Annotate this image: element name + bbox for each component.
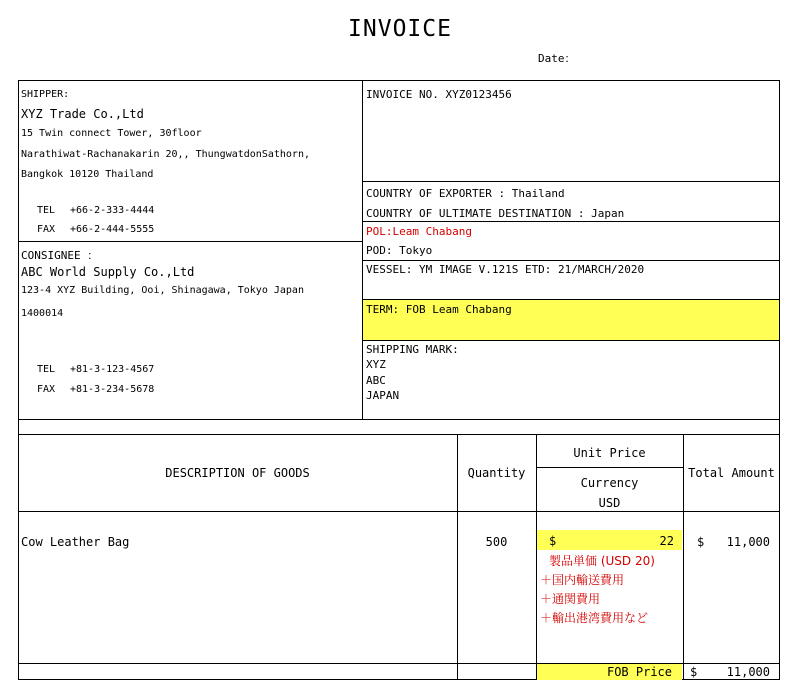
total-symbol: $	[697, 535, 705, 549]
header-quantity: Quantity	[467, 466, 526, 480]
shipper-address-1: 15 Twin connect Tower, 30floor	[21, 128, 202, 139]
term: TERM: FOB Leam Chabang	[366, 303, 512, 316]
shipping-mark-line: XYZ	[366, 358, 386, 371]
shipper-address-2: Narathiwat-Rachanakarin 20,, ThungwatdonSathorn,	[21, 149, 310, 160]
consignee-address-1: 123-4 XYZ Building, Ooi, Shinagawa, Tokyo Japan	[21, 285, 304, 296]
divider	[362, 181, 780, 182]
consignee-tel-label: TEL	[37, 364, 56, 375]
price-note: ＋輸出港湾費用など	[540, 611, 649, 625]
shipping-mark-heading: SHIPPING MARK:	[366, 343, 459, 356]
consignee-address-2: 1400014	[21, 308, 64, 319]
divider	[536, 467, 683, 468]
header-unit-price: Unit Price	[573, 446, 646, 460]
shipper-address-3: Bangkok 10120 Thailand	[21, 169, 154, 180]
divider	[362, 340, 780, 341]
shipper-heading: SHIPPER:	[21, 89, 70, 100]
unit-price-symbol: $	[549, 534, 557, 548]
shipping-mark-line: ABC	[366, 374, 386, 387]
divider	[18, 241, 362, 242]
divider	[536, 434, 537, 680]
divider	[18, 419, 780, 420]
header-currency: Currency	[580, 476, 639, 490]
header-currency-code: USD	[598, 496, 621, 510]
consignee-heading: CONSIGNEE ：	[21, 249, 99, 262]
country-of-destination: COUNTRY OF ULTIMATE DESTINATION : Japan	[366, 207, 625, 220]
header-description: DESCRIPTION OF GOODS	[165, 466, 310, 480]
item-quantity: 500	[485, 535, 508, 549]
consignee-tel: +81-3-123-4567	[70, 364, 155, 375]
divider	[362, 80, 363, 420]
consignee-name: ABC World Supply Co.,Ltd	[21, 265, 195, 279]
country-of-exporter: COUNTRY OF EXPORTER : Thailand	[366, 187, 565, 200]
unit-price-value: 22	[659, 534, 674, 548]
date-label: Date：	[538, 52, 576, 65]
port-of-discharge: POD: Tokyo	[366, 244, 433, 257]
shipper-tel: +66-2-333-4444	[70, 205, 155, 216]
shipper-fax: +66-2-444-5555	[70, 224, 155, 235]
port-of-loading: POL:Leam Chabang	[366, 225, 472, 238]
price-note: ＋国内輸送費用	[540, 573, 625, 587]
footer-total-symbol: $	[690, 665, 698, 679]
divider	[18, 434, 780, 435]
divider	[18, 511, 780, 512]
divider	[362, 260, 780, 261]
item-description: Cow Leather Bag	[21, 535, 130, 549]
header-total-amount: Total Amount	[688, 466, 775, 480]
footer-total-value: 11,000	[726, 665, 770, 679]
shipper-name: XYZ Trade Co.,Ltd	[21, 107, 144, 121]
shipping-mark-line: JAPAN	[366, 389, 400, 402]
price-note: 製品単価 (USD 20)	[549, 554, 655, 568]
shipper-tel-label: TEL	[37, 205, 56, 216]
fob-price-label: FOB Price	[606, 665, 672, 679]
total-value: 11,000	[726, 535, 770, 549]
divider	[362, 221, 780, 222]
consignee-fax: +81-3-234-5678	[70, 384, 155, 395]
vessel-info: VESSEL: YM IMAGE V.121S ETD: 21/MARCH/2020	[366, 263, 645, 276]
price-note: ＋通関費用	[540, 592, 601, 606]
shipper-fax-label: FAX	[37, 224, 56, 235]
consignee-fax-label: FAX	[37, 384, 56, 395]
invoice-number: INVOICE NO. XYZ0123456	[366, 88, 512, 101]
document-title: INVOICE	[348, 16, 452, 42]
